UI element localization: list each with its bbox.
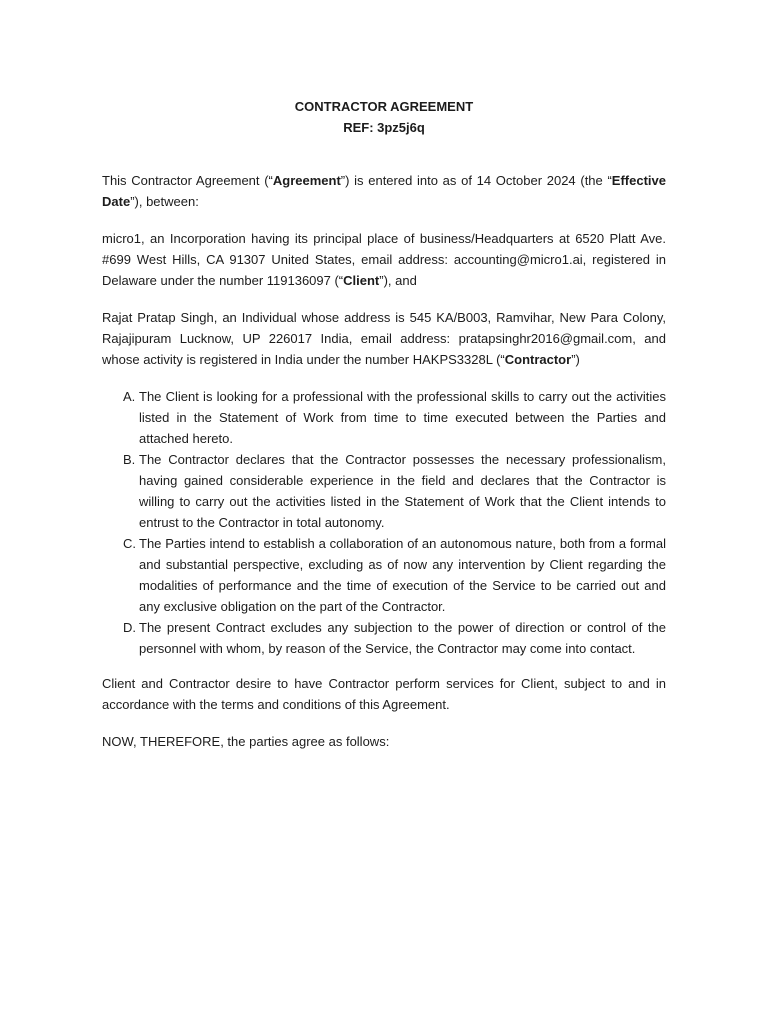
- title-block: [102, 96, 666, 138]
- recital-text: The Parties intend to establish a collaboration of an autonomous nature, both from a formal and substantial perspective, excluding as of now any intervention by Client regarding the modalities of performance and the time of execution of the Service to be carried out and any exclusive obligation on the part of the Contractor.: [139, 536, 666, 614]
- client-party-paragraph: [102, 228, 666, 291]
- contractor-party-text-1: Rajat Pratap Singh, an Individual whose address is 545 KA/B003, Ramvihar, New Para Colony, Rajajipuram Lucknow, UP 226017 India, email address: pratapsinghr2016@gmail.com, and whose activity is registered in India under the number HAKPS3328L (“: [102, 310, 666, 367]
- document-page: [102, 96, 666, 768]
- document-ref: REF: 3pz5j6q: [343, 120, 425, 135]
- recital-item: [102, 617, 666, 659]
- recital-item: [102, 533, 666, 617]
- recital-marker: C.: [123, 536, 136, 551]
- intro-paragraph: [102, 170, 666, 212]
- recital-item: [102, 449, 666, 533]
- intro-term-agreement: Agreement: [272, 173, 341, 188]
- intro-term-effective-date: Effective Date: [102, 173, 666, 209]
- document-title: CONTRACTOR AGREEMENT: [294, 99, 474, 114]
- intro-text-3: ”), between:: [130, 194, 199, 209]
- recital-text: The Contractor declares that the Contractor possesses the necessary professionalism, having gained considerable experience in the field and declares that the Contractor is willing to carry out the activities listed in the Statement of Work that the Client intends to entrust to the Contractor in total autonomy.: [139, 452, 666, 530]
- client-party-text-2: ”), and: [379, 273, 417, 288]
- therefore-paragraph: NOW, THEREFORE, the parties agree as follows:: [102, 734, 390, 749]
- contractor-party-paragraph: [102, 307, 666, 370]
- recital-marker: A.: [123, 389, 136, 404]
- client-party-text-1: micro1, an Incorporation having its principal place of business/Headquarters at 6520 Platt Ave. #699 West Hills, CA 91307 United States, email address: accounting@micro1.ai, registered in Delaware under the number 119136097 (“: [102, 231, 666, 288]
- recital-marker: D.: [123, 620, 136, 635]
- contractor-party-text-2: ”): [571, 352, 580, 367]
- intro-text-2: ”) is entered into as of 14 October 2024 (the “: [340, 173, 612, 188]
- recital-item: [102, 386, 666, 449]
- intro-text-1: This Contractor Agreement (“: [102, 173, 273, 188]
- recital-marker: B.: [123, 452, 136, 467]
- recitals-list: [102, 386, 666, 659]
- recital-text: The Client is looking for a professional with the professional skills to carry out the activities listed in the Statement of Work from time to time executed between the Parties and attached hereto.: [139, 389, 666, 446]
- client-term: Client: [343, 273, 380, 288]
- contractor-term: Contractor: [504, 352, 572, 367]
- recital-text: The present Contract excludes any subjection to the power of direction or control of the personnel with whom, by reason of the Service, the Contractor may come into contact.: [139, 620, 666, 656]
- desire-paragraph: Client and Contractor desire to have Contractor perform services for Client, subject to and in accordance with the terms and conditions of this Agreement.: [102, 676, 666, 712]
